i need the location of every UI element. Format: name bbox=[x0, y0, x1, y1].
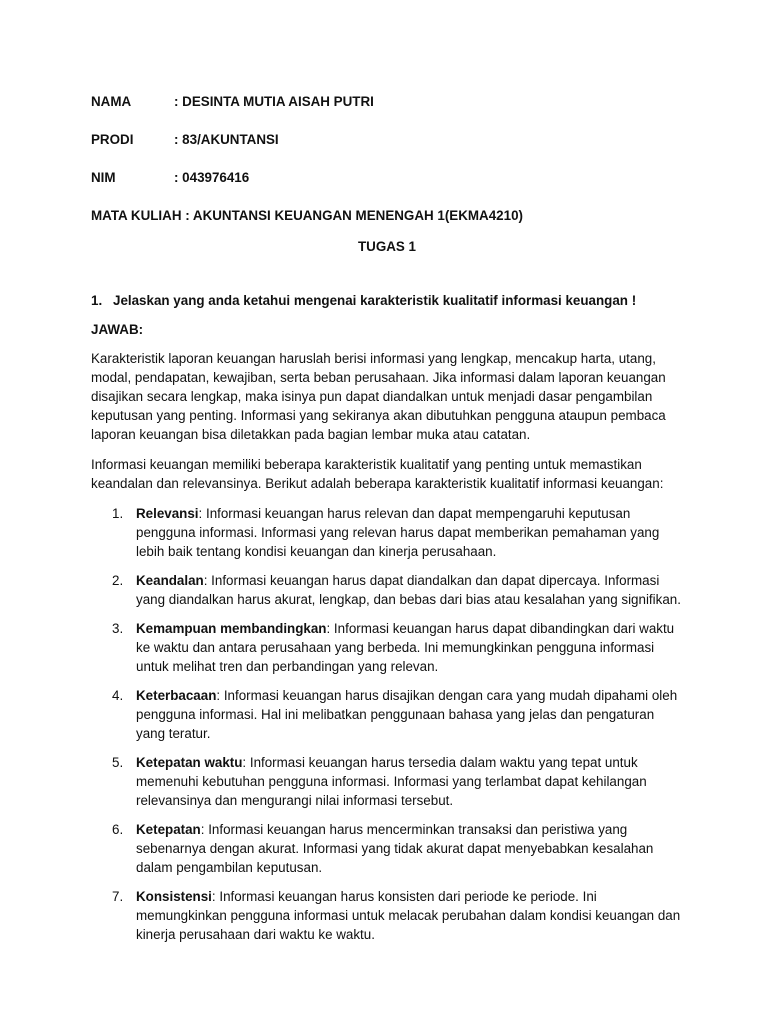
prodi-label: PRODI bbox=[91, 132, 134, 147]
list-item-desc: : Informasi keuangan harus disajikan dengan cara yang mudah dipahami oleh pengguna informasi. Hal ini melibatkan penggunaan bahasa yang jelas dan pengaturan yang teratur. bbox=[136, 688, 678, 741]
list-item-term: Kemampuan membandingkan bbox=[136, 621, 327, 636]
list-item-desc: : Informasi keuangan harus mencerminkan transaksi dan peristiwa yang sebenarnya dengan akurat. Informasi yang tidak akurat dapat menyebabkan kesalahan dalam pengambilan keputusan. bbox=[136, 822, 654, 875]
list-item-body bbox=[136, 504, 683, 561]
task-title: TUGAS 1 bbox=[357, 239, 417, 254]
list-item-term: Ketepatan bbox=[136, 822, 201, 837]
list-item-body bbox=[136, 753, 683, 810]
list-item-body bbox=[136, 686, 683, 743]
student-name-row bbox=[91, 92, 683, 111]
question-text: Jelaskan yang anda ketahui mengenai karakteristik kualitatif informasi keuangan ! bbox=[113, 293, 637, 308]
nim-value: : 043976416 bbox=[174, 170, 250, 185]
list-item bbox=[91, 887, 683, 944]
list-item-desc: : Informasi keuangan harus relevan dan dapat mempengaruhi keputusan pengguna informasi. Informasi yang relevan harus dapat memberikan pemahaman yang lebih baik tentang kondisi keuangan dan kinerja perusahaan. bbox=[136, 506, 660, 559]
list-item-term: Ketepatan waktu bbox=[136, 755, 243, 770]
list-item-number: 5. bbox=[112, 755, 124, 770]
list-item-body bbox=[136, 619, 683, 676]
nim-label: NIM bbox=[91, 170, 116, 185]
list-item-number: 6. bbox=[112, 822, 124, 837]
prodi-value: : 83/AKUNTANSI bbox=[174, 132, 279, 147]
list-item bbox=[91, 686, 683, 743]
list-item-desc: : Informasi keuangan harus konsisten dari periode ke periode. Ini memungkinkan pengguna informasi untuk melacak perubahan dalam kondisi keuangan dan kinerja perusahaan dari waktu ke waktu. bbox=[136, 889, 681, 942]
student-prodi-row bbox=[91, 130, 683, 149]
list-item-number: 2. bbox=[112, 573, 124, 588]
list-item-number: 3. bbox=[112, 621, 124, 636]
name-label: NAMA bbox=[91, 94, 132, 109]
answer-paragraph-1: Karakteristik laporan keuangan haruslah berisi informasi yang lengkap, mencakup harta, utang, modal, pendapatan, kewajiban, serta beban perusahaan. Jika informasi dalam laporan keuangan disajikan secara lengkap, maka isinya pun dapat diandalkan untuk menjadi dasar pengambilan keputusan yang penting. Informasi yang sekiranya akan dibutuhkan pengguna ataupun pembaca laporan keuangan bisa diletakkan pada bagian lembar muka atau catatan. bbox=[91, 351, 666, 442]
name-value: : DESINTA MUTIA AISAH PUTRI bbox=[174, 94, 374, 109]
list-item bbox=[91, 619, 683, 676]
list-item-number: 7. bbox=[112, 889, 124, 904]
list-item-number: 4. bbox=[112, 688, 124, 703]
list-item-term: Relevansi bbox=[136, 506, 199, 521]
answer-label: JAWAB: bbox=[91, 322, 144, 337]
list-item bbox=[91, 820, 683, 877]
list-item bbox=[91, 753, 683, 810]
list-item-body bbox=[136, 571, 683, 609]
list-item-body bbox=[136, 820, 683, 877]
list-item bbox=[91, 571, 683, 609]
question bbox=[91, 291, 683, 310]
list-item-desc: : Informasi keuangan harus tersedia dalam waktu yang tepat untuk memenuhi kebutuhan pengguna informasi. Informasi yang terlambat dapat kehilangan relevansinya dan mengurangi nilai informasi tersebut. bbox=[136, 755, 647, 808]
list-item-term: Keandalan bbox=[136, 573, 204, 588]
list-item-term: Konsistensi bbox=[136, 889, 212, 904]
list-item-body bbox=[136, 887, 683, 944]
list-item-desc: : Informasi keuangan harus dapat diandalkan dan dapat dipercaya. Informasi yang diandalkan harus akurat, lengkap, dan bebas dari bias atau kesalahan yang signifikan. bbox=[136, 573, 681, 607]
list-item-desc: : Informasi keuangan harus dapat dibandingkan dari waktu ke waktu dan antara perusahaan yang berbeda. Ini memungkinkan pengguna informasi untuk melihat tren dan perbandingan yang relevan. bbox=[136, 621, 675, 674]
student-nim-row bbox=[91, 168, 683, 187]
list-item-number: 1. bbox=[112, 506, 124, 521]
list-item bbox=[91, 504, 683, 561]
list-item-term: Keterbacaan bbox=[136, 688, 217, 703]
document-content bbox=[91, 92, 683, 954]
course-line: MATA KULIAH : AKUNTANSI KEUANGAN MENENGAH 1(EKMA4210) bbox=[91, 208, 523, 223]
question-number: 1. bbox=[91, 293, 103, 308]
traits-list bbox=[91, 504, 683, 944]
answer-paragraph-2: Informasi keuangan memiliki beberapa karakteristik kualitatif yang penting untuk memastikan keandalan dan relevansinya. Berikut adalah beberapa karakteristik kualitatif informasi keuangan: bbox=[91, 457, 664, 491]
